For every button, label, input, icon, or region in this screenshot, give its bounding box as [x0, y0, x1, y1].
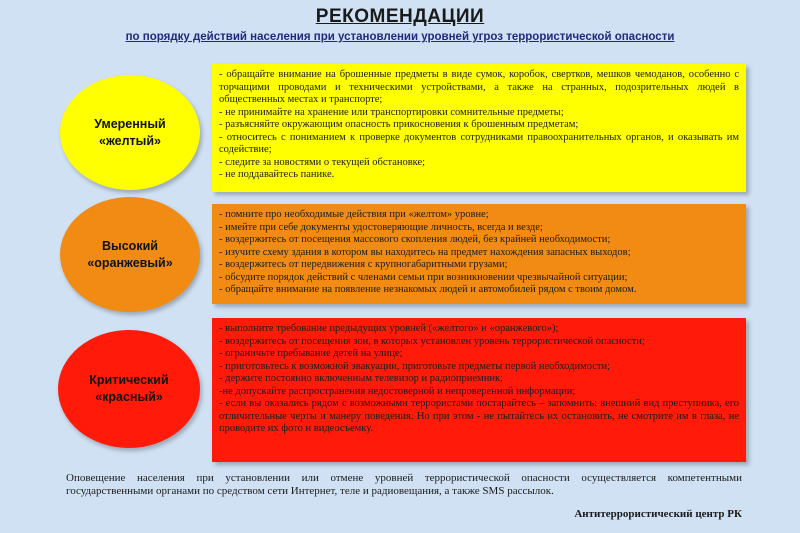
level-name: Умеренный — [94, 116, 166, 131]
level-color-label: «оранжевый» — [87, 255, 173, 270]
signature: Антитеррористический центр РК — [574, 508, 742, 520]
recommendations-red — [212, 318, 746, 462]
recommendations-yellow — [212, 64, 746, 192]
list-item: - обращайте внимание на появление незнакомых людей и автомобилей рядом с твоим домом. — [219, 284, 637, 295]
list-item: - приготовьтесь к возможной эвакуации, приготовьте предметы первой необходимости; — [219, 360, 611, 372]
list-item: - выполните требование предыдущих уровней («желтого» и «оранжевого»); — [219, 323, 559, 334]
list-item: -не допускайте распространения недостоверной и непроверенной информации; — [219, 385, 576, 397]
list-item: - держите постоянно включенным телевизор и радиоприемник; — [219, 373, 503, 384]
list-item: - если вы оказались рядом с возможными террористами постарайтесь – запомнить: внешний вид преступника, его отличительные черты и манеру поведения. Но при этом - не пытайтесь их остановить, не смотрите им в глаза, не проводите их фото и видеосъемку. — [219, 398, 739, 434]
level-color-label: «красный» — [95, 390, 163, 404]
level-color-label: «желтый» — [99, 133, 161, 148]
list-item: - воздержитесь от посещения массового скопления людей, без крайней необходимости; — [219, 234, 611, 245]
level-name: Критический — [89, 373, 169, 388]
recommendations-orange — [212, 204, 746, 304]
page-title: РЕКОМЕНДАЦИИ — [315, 6, 485, 27]
level-badge-red — [58, 330, 200, 448]
list-item: - обсудите порядок действий с членами семьи при возникновении чрезвычайной ситуации; — [219, 271, 628, 283]
list-item: - не поддавайтесь панике. — [219, 169, 335, 180]
list-item: - имейте при себе документы удостоверяющие личность, всегда и везде; — [219, 221, 543, 233]
level-badge-yellow — [60, 75, 200, 190]
list-item: - разъясняйте окружающим опасность прикосновения к брошенным предметам; — [219, 119, 579, 130]
list-item: - следите за новостями о текущей обстановке; — [219, 156, 426, 168]
notice-text: Оповещение населения при установлении или отмене уровней террористической опасности осуществляется компетентными государственными органами по средством сети Интернет, теле и радиовещания, а также SMS рассылок. — [66, 472, 742, 497]
list-item: - ограничьте пребывание детей на улице; — [219, 348, 403, 359]
list-item: - помните про необходимые действия при «желтом» уровне; — [219, 209, 489, 220]
list-item: - воздержитесь от посещения зон, в которых установлен уровень террористической опасности; — [219, 335, 645, 347]
list-item: - воздержитесь от передвижения с крупногабаритными грузами; — [219, 259, 508, 270]
list-item: - не принимайте на хранение или транспортировки сомнительные предметы; — [219, 106, 564, 118]
level-name: Высокий — [102, 238, 158, 253]
list-item: - изучите схему здания в котором вы находитесь на предмет нахождения запасных выходов; — [219, 246, 631, 258]
page-subtitle: по порядку действий населения при установлении уровней угроз террористической опасности — [125, 31, 675, 43]
level-badge-orange — [60, 197, 200, 312]
list-item: - относитесь с пониманием к проверке документов сотрудниками правоохранительных органов, и оказывать им содействие; — [219, 131, 739, 155]
list-item: - обращайте внимание на брошенные предметы в виде сумок, коробок, свертков, мешков чемоданов, особенно с торчащими проводами и техническими устройствами, а также на странных, подозрительных людей в общественных местах и транспорте; — [219, 69, 739, 105]
